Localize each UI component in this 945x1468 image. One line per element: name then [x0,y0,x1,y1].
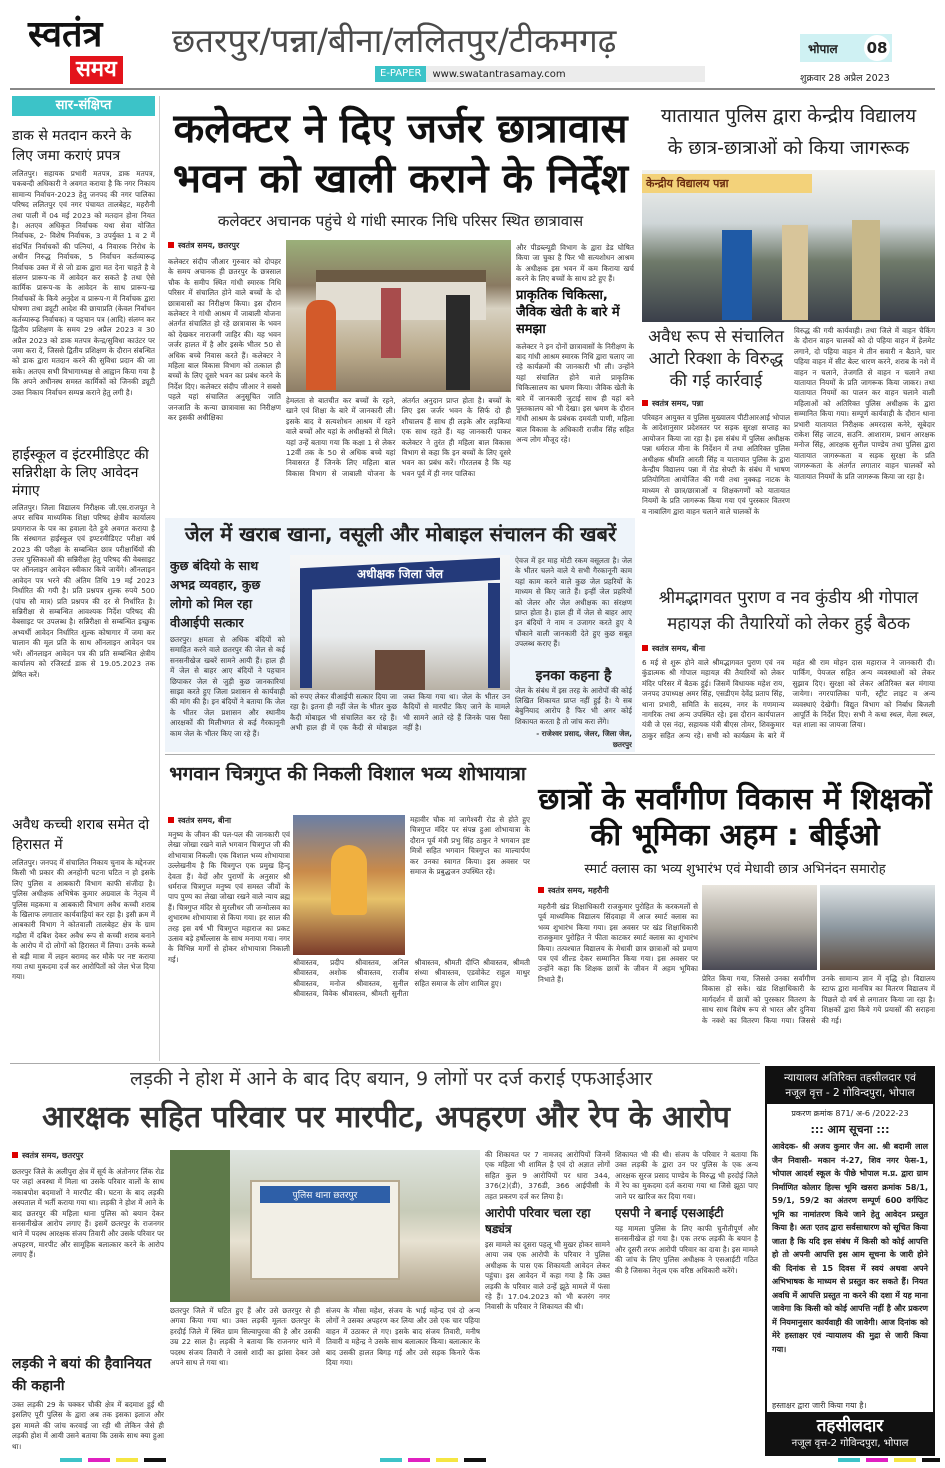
students-photo-2 [820,885,935,970]
traffic-headline-line2: के छात्र-छात्राओं को किया जागरूक [667,137,910,159]
main-col-2: हेमलता से बातचीत कर बच्चों के रहने, खाने एवं शिक्षा के बारे में जानकारी ली। इसके बाद वे सत्यशोधन आश्रम में रहने वाले बच्चों और यहां के अधीक्षकों से मिले। यहां उन्हें बताया गया कि कक्षा 1 से लेकर 12वीं तक के 50 से अधिक बच्चे यहां निवासरत हैं जिनके लिए महिला बाल विकास विभाग से जाबाली योजना के अंतर्गत अनुदान प्राप्त होता है। बच्चों के लिए इस जर्जर भवन के सिर्फ दो ही शौचालय हैं साथ ही लड़के और लड़कियां एक साथ रहते हैं। यह जानकारी पाकर कलेक्टर ने तुरंत ही महिला बाल विकास विभाग से कहा कि इन बच्चों के लिए दूसरे भवन का प्रबंध करें। गौरतलब है कि यह भवन पूर्व में ही नगर पालिका [286,396,511,478]
edition-title: छतरपुर/पन्ना/बीना/ललितपुर/टीकमगढ़ [172,21,617,60]
jail-subhead: कुछ बंदियो के साथ अभद्र व्यवहार, कुछ लोगो को मिल रहा वीआईपी सत्कार [170,558,261,630]
section-rule [10,1063,760,1064]
byline: स्वतंत्र समय, महरौनी [538,885,698,896]
chitragupt-col-3: श्रीवास्तव, प्रदीप श्रीवास्तव, अनिल श्रीवास्तव, अशोक श्रीवास्तव, राजीव श्रीवास्तव, मनोज श्रीवास्तव, सुनील श्रीवास्तव, विवेक श्रीवास्तव, श्रीमती सुनीता श्रीवास्तव, श्रीमती दीप्ति श्रीवास्तव, श्रीमती संध्या श्रीवास्तव, एडवोकेट राहुल माथुर सहित समाज के लोग शामिल हुए। [293,958,530,999]
bhagwat-body: 6 मई से शुरू होने वाले श्रीमद्भागवत पुराण एवं नव कुंडात्मक श्री गोपाल महायज्ञ की तैयारियों को लेकर मंदिर परिसर में बैठक हुई। जिसमें विधायक महेश राय, जनपद उपाध्यक्ष अमर सिंह, एसडीएम देवेंद्र प्रताप सिंह, थाना प्रभारी, समिति के सदस्य, नगर के गणमान्य नागरिक तथा अन्य उपस्थित रहे। इस दौरान कार्यपालन यंत्री जे एस नंदा, सहायक यंत्री बीएस तोमर, शिवकुमार ठाकुर सहित अन्य रहे। सभी को कार्यक्रम के बारे में महंत श्री राम मोहन दास महाराज ने जानकारी दी। पार्किंग, पेयजल सहित अन्य व्यवस्थाओं को लेकर सुझाव दिए। सुरक्षा को लेकर अतिरिक्त बल मंगाया जायेगा। नगरपालिका पानी, स्ट्रीट लाइट व अन्य व्यवस्थाएं देखेगी। विद्युत विभाग को निर्बाध बिजली आपूर्ति के निर्देश दिए। सभी ने कथा स्थल, मेला स्थल, यज्ञ शाला का जायजा लिया। [642,658,935,740]
students-col-2: प्रेरित किया गया, जिससे उनका सर्वांगीण विकास हो सके। खंड शिक्षाधिकारी के मार्गदर्शन में छात्रों को पुरस्कार वितरण के साथ साथ विशेष रूप से भारत और दुनिया के नक्शे का वितरण किया गया। जिससे उनके सामान्य ज्ञान में वृद्धि हो। विद्यालय स्टाफ द्वारा मानचित्र का वितरण विद्यालय में पिछले दो वर्ष से लगातार किया जा रहा है। शिक्षकों द्वारा किये गये प्रयासों की सराहना की गई। [702,974,935,1025]
byline: स्वतंत्र समय, बीना [168,815,290,826]
crime-col-5-group [615,1150,758,1452]
students-headline-line1: छात्रों के सर्वांगीण विकास में शिक्षकों [538,782,932,817]
traffic-headline-line1: यातायात पुलिस द्वारा केन्द्रीय विद्यालय [660,105,917,127]
jail-gate-sign: अधीक्षक जिला जेल [356,567,444,581]
crime-subhead-2: आरोपी परिवार चला रहा षड्यंत्र [485,1206,591,1237]
traffic-col-1: परिवहन आयुक्त व पुलिस मुख्यालय पीटीआरआई भोपाल के आदेशानुसार प्रदेशस्तर पर सड़क सुरक्षा सप्ताह का आयोजन किया जा रहा है। इस संबंध में पुलिस अधीक्षक पन्ना धर्मराज मीना के निर्देशन में तथा अतिरिक्त पुलिस अधीक्षक श्रीमति आरती सिंह व यातायात पुलिस के द्वारा केन्द्रीय विद्यालय पन्ना में रोड सेफ्टी के संबंध में भाषण प्रतियोगिता आयोजित की गयी तथा नुक्कड़ नाटक के माध्यम से छात्र/छात्राओं व शिक्षकगणों को यातायात नियमों के प्रति जागरूक किया गया एवं पुरस्कार वितरण व नाबालिग द्वारा वाहन चलाने वाले चालकों के [642,413,790,516]
logo-top: स्वतंत्र [28,14,103,55]
page-tag [800,34,892,62]
main-subhead-2: प्राकृतिक चिकित्सा, जैविक खेती के बारे में समझा [516,287,620,337]
crime-col-4-group [485,1150,610,1452]
students-headline [535,782,935,854]
chitragupt-left-column [168,815,290,1060]
jail-left-column [170,556,285,750]
chitragupt-col-1: मनुष्य के जीवन की पल-पल की जानकारी एवं लेखा जोखा रखने वाले भगवान चित्रगुप्त जी की शोभायात्रा निकली। एक विशाल भव्य शोभायात्रा उल्लेखनीय है कि चित्रगुप्त एक प्रमुख हिन्दू देवता हैं। वेदों और पुराणों के अनुसार श्री धर्मराज चित्रगुप्त मनुष्य एवं समस्त जीवों के पाप पुण्य का लेखा जोखा रखने वाले न्याय ब्रह्म हैं। चित्रगुप्त मंदिर से मुरलीधर जी जन्मोत्सव का शुभारम्भ शोभायात्रा से किया गया। हर साल की तरह इस वर्ष भी चित्रगुप्त महाराज का प्रकट उत्सव बड़े हर्षोल्लास के साथ मनाया गया। नगर के विभिन्न मार्गों से होकर शोभायात्रा निकाली गई। [168,830,290,964]
crime-subhead-3: एसपी ने बनाई एसआईटी [615,1206,724,1221]
notice-case-number: प्रकरण क्रमांक 871/ अ-6 /2022-23 [791,1109,909,1118]
students-col-1: महरौनी खंड शिक्षाधिकारी राजकुमार पुरोहित के करकमलों से पूर्व माध्यमिक विद्यालय सिंदवाहा में आज स्मार्ट क्लास का भव्य शुभारंभ किया गया। इस अवसर पर खंड शिक्षाधिकारी राजकुमार पुरोहित ने फीता काटकर स्मार्ट क्लास का शुभारंभ किया। तत्पश्चात विद्यालय के मेधावी छात्र छात्राओं को प्रमाण पत्र एवं शील्ड देकर सम्मानित किया गया। इस अवसर पर उन्होंने कहा कि शिक्षक छात्रों के जीवन में अहम भूमिका निभाते हैं। [538,902,698,984]
jail-quote-by: - राजेश्वर प्रसाद, जेलर, जिला जेल, छतरपुर [536,729,632,749]
logo-bottom: समय [70,56,123,84]
crime-col-1b: उक्त लड़की 29 के चक्कर चौकी क्षेत्र में बदमाश हुई थी इसलिए पूरी पुलिस के द्वारा अब तक इसका इलाज और इस मामले की जांच करवाई जा रही थी लेकिन जैसे ही लड़की होश में आयी उसने बताया कि उसके साथ क्या हुआ था। [12,1399,164,1451]
chitragupt-col-2: महावीर चौक मां जागेश्वरी रोड से होते हुए चित्रगुप्त मंदिर पर संपन्न हुआ शोभायात्रा के दौरान पूर्व मंत्री प्रभु सिंह ठाकुर ने भगवान इष्ट मित्रों सहित भगवान चित्रगुप्त का माल्यार्पण कर उनका स्वागत किया। इस अवसर पर समाज के प्रबुद्धजन उपस्थित रहे। [410,815,530,877]
epaper-bar [375,66,705,82]
story-body: ललितपुर। जिला विद्यालय निरीक्षक जी.एस.राजपूत ने अपर सचिव माध्यमिक शिक्षा परिषद क्षेत्रीय कार्यालय प्रयागराज के पत्र का हवाला देते हुये अवगत कराया है कि संस्थागत हाईस्कूल एवं इण्टरमीडिएट परीक्षा वर्ष 2023 की परीक्षा के सम्बन्धित छात्र परीक्षार्थियों की उत्तर पुस्तिकाओं की सन्निरीक्षा हेतु परिषद की वेबसाइट पर ऑनलाइन आवेदन स्वीकार किये जायेंगे। ऑनलाइन आवेदन पत्र भरने की अंतिम तिथि 19 मई 2023 निर्धारित की गयी है। प्रति प्रश्नपत्र शुल्क रुपये 500 (पांच सौ मात्र) प्रति प्रश्नपत्र की दर से निर्धारित है। सन्निरीक्षा से सम्बन्धित आवश्यक निर्देश परिषद की वेबसाइट पर उपलब्ध है। सन्निरीक्षा से सम्बन्धित इच्छुक अभ्यर्थी आवेदन निर्धारित शुल्क कोषागार में जमा कर चालान की मूल प्रति के साथ ऑनलाइन आवेदन पत्र भरें। ऑनलाइन आवेदन पत्र की प्रति सम्बन्धित क्षेत्रीय कार्यालय को रजिस्टर्ड डाक से 19.05.2023 तक प्रेषित करें। [12,503,155,679]
jail-col-3: ऐवज में हर माह मोटी रकम वसूलता है। जेल के भीतर चलने वाले ये सभी गैरकानूनी काम यहां काम करने वाले कुछ जेल प्रहरियों के माध्यम से किए जाते हैं। इन्हीं जेल प्रहरियों को जेलर और जेल अधीक्षक का संरक्षण प्राप्त होता है। हाल ही में जेल से बाहर आए इन बंदियों ने नाम न उजागर करते हुए ये चौंकाने वाली जानकारी देते हुए कुछ सबूत उपलब्ध कराए हैं। [515,556,632,649]
crime-col-5b: यह मामला पुलिस के लिए काफी चुनौतीपूर्ण और सनसनीखेज हो गया है। एक तरफ लड़की के बयान है और दूसरी तरफ आरोपी परिवार का दावा है। इस मामले की जांच के लिए पुलिस अधीक्षक ने एसआईटी गठित की है जिसका नेतृत्व एक वरिष्ठ अधिकारी करेंगे। [615,1224,758,1275]
issue-date: शुक्रवार 28 अप्रैल 2023 [800,73,890,84]
website-link[interactable]: www.swatantrasamay.com [432,68,566,80]
traffic-left-column [642,326,790,540]
main-headline-line1: कलेक्टर ने दिए जर्जर छात्रावास [173,106,628,152]
bhagwat-headline: श्रीमद्भागवत पुराण व नव कुंडीय श्री गोपाल महायज्ञ की तैयारियों को लेकर हुई बैठक [658,588,919,634]
story-headline: हाईस्कूल व इंटरमीडिएट की सन्निरीक्षा के लिए आवेदन मंगाए [12,447,149,499]
jail-subhead-2: इनका कहना है [535,667,612,684]
color-registration-marks [0,1458,945,1464]
left-column [12,96,160,1061]
main-headline [168,104,633,204]
jail-right-column [515,556,632,750]
notice-office-line1: न्यायालय अतिरिक्त तहसीलदार एवं [783,1072,917,1084]
crime-col-1: छतरपुर जिले के अलीपुरा क्षेत्र में सूर्य के अंतोनगर लिंक रोड पर जहां अवस्था में मिला था उसके परिवार वालों के साथ नकाबपोश बदमाशों ने मारपीट की। घटना के बाद लड़की अस्पताल में भर्ती कराया गया था। लड़की ने होश में आने के बाद छतरपुर की महिला थाना पुलिस को बयान देकर सनसनीखेज आरोप लगाए हैं। इसमें छतरपुर के राजनगर थाने में पदस्थ आरक्षक संजय तिवारी और उसके परिवार पर अपहरण, मारपीट और सामूहिक बलात्कार करने के आरोप लगाए हैं। [12,1167,164,1260]
crime-col-3: संजय के मौसा महेश, संजय के भाई महेन्द्र एवं दो अन्य लोगों ने उसका अपहरण कर लिया और उसे एक चार पहिया वाहन में उठाकर ले गए। इसके बाद संजय तिवारी, मनीष तिवारी व महेन्द्र ने उसके साथ बलात्कार किया। बलात्कार के बाद उसकी हालत बिगड़ गई और उसे सड़क किनारे फेंक दिया गया। [326,1306,480,1368]
crime-left-column [12,1150,164,1452]
jail-col-1: छतरपुर। क्षमता से अधिक बंदियों को समाहित करने वाले छतरपुर की जेल से कई सनसनीखेज खबरें सामने आयी हैं। हाल ही में जेल से बाहर आए बंदियों ने पहचान छिपाकर जेल से जुड़ी कुछ जानकारियां साझा करते हुए जिला प्रशासन से कार्यवाही की मांग की है। इन बंदियों ने बताया कि जेल के भीतर जेल प्रशासन और स्थानीय आरक्षकों की मिलीभगत से कई गैरकानूनी काम जेल के भीतर किए जा रहे हैं। [170,635,285,738]
story-headline: अवैध कच्ची शराब समेत दो हिरासत में [12,817,150,853]
header-rule [10,88,935,90]
chitragupt-idol-photo [293,815,405,955]
notice-office [767,1068,933,1104]
notice-body: आवेदक- श्री अजय कुमार जैन आ. श्री बदामी लाल जैन निवासी- मकान नं-27, शिव नगर फेस-1, भोपाल आदर्श स्कूल के पीछे भोपाल म.प्र. द्वारा ग्राम निर्माणित कोलार हिल्स भूमि खसरा क्रमांक 58/1, 59/1, 59/2 का अंतरण सम्पूर्ण 600 वर्गफिट भूमि का नामांतरण किये जाने हेतु आवेदन प्रस्तुत किया है। अतः एतद द्वारा सर्वसाधारण को सूचित किया जाता है कि यदि इस संबंध में किसी को कोई आपत्ति हो तो अपनी आपत्ति इस आम सूचना के जारी होने की दिनांक से 15 दिवस में स्वयं अथवा अपने अभिभाषक के माध्यम से प्रस्तुत कर सकते हैं। नियत अवधि में आपत्ति प्रस्तुत ना करने की दशा में यह माना जावेगा कि किसी को कोई आपत्ति नहीं है और प्रकरण में नियमानुसार कार्यवाही की जावेगी। आज दिनांक को मेरे हस्ताक्षर एवं न्यायालय की मुद्रा से जारी किया गया। [772,1142,928,1354]
students-photo-1 [702,885,817,970]
collector-photo [286,240,511,392]
byline: स्वतंत्र समय, पन्ना [642,398,790,409]
crime-subhead-1: लड़की ने बयां की हैवानियत की कहानी [12,1355,152,1394]
public-notice [765,1066,935,1456]
notice-sign-off: हस्ताक्षर द्वारा जारी किया गया है। [772,1401,867,1410]
byline: स्वतंत्र समय, छतरपुर [12,1150,164,1161]
epaper-label: E-PAPER [375,66,426,82]
school-event-photo [642,170,935,322]
bhagwat-story [642,585,935,750]
crime-kicker: लड़की ने होश में आने के बाद दिए बयान, 9 लोगों पर दर्ज कराई एफआईआर [130,1068,653,1090]
jail-gate-photo [290,555,510,690]
byline: स्वतंत्र समय, बीना [642,643,935,654]
traffic-subhead: अवैध रूप से संचालित आटो रिक्शा के विरुद्ध की गई कार्रवाई [648,327,784,391]
notice-footer-title: तहसीलदार [816,1416,884,1436]
main-col-1: कलेक्टर संदीप जीआर गुरुवार को दोपहर के समय अचानक ही छतरपुर के छत्रसाल चौक के समीप स्थित गांधी स्मारक निधि परिसर में संचालित होने वाले बच्चों के दो छात्रावासों का निरीक्षण किया। इस दौरान कलेक्टर ने गांधी आश्रम में जाबाली योजना अंतर्गत संचालित हो रहे छात्रावास के भवन को देखकर नाराजगी जाहिर की। यह भवन जर्जर हालत में है और इसके भीतर 50 से अधिक बच्चे निवास करते हैं। कलेक्टर ने महिला बाल विकास विभाग को तत्काल ही बच्चों के लिए दूसरे भवन का प्रबंध करने के निर्देश दिए। कलेक्टर संदीप जीआर ने सबसे पहले यहां संचालित अनुसूचित जाति जनजाति के कन्या छात्रावास का निरीक्षण कर इसकी अधीक्षिका [168,257,281,423]
page-number: 08 [864,35,890,61]
main-subhead: कलेक्टर अचानक पहुंचे थे गांधी स्मारक निधि परिसर स्थित छात्रावास [217,212,584,230]
jail-quote: जेल के संबंध में इस तरह के आरोपों की कोई लिखित शिकायत प्राप्त नहीं हुई है। ये सब बेबुनियाद आरोप है फिर भी अगर कोई शिकायत करता है तो जांच करा लेंगे। [515,685,632,726]
byline: स्वतंत्र समय, छतरपुर [168,240,281,251]
police-station-sign: पुलिस थाना छतरपुर [260,1186,390,1203]
crime-col-5: शिकायत भी की थी। संजय के परिवार ने बताया कि उक्त लड़की के द्वारा उन पर पुलिस के एक अन्य आरक्षक सुरज प्रसाद पाण्डेय के विरुद्ध भी हरदोई जिले में रेप का मुकदमा दर्ज कराया गया था जिसे झूठा पाए जाने पर खारिज कर दिया गया। [615,1150,758,1201]
main-right-column [516,243,634,510]
jail-headline: जेल में खराब खाना, वसूली और मोबाइल संचालन की खबरें [184,522,617,546]
notice-footer [767,1412,933,1454]
story-body: ललितपुर। सहायक प्रभारी मतपत्र, डाक मतपत्र, चकबन्दी अधिकारी ने अवगत कराया है कि नगर निकाय सामान्य निर्वाचन-2023 हेतु जनपद की नगर पालिका परिषद ललितपुर एवं नगर पंचायत तालबेहट, महरौनी तथा पाली में 04 मई 2023 को मतदान होना नियत है। अतएव अधिकृत निर्वाचक यथा सेवा योजित निर्वाचक, 2- विशेष निर्वाचक, 3 उपर्युक्त 1 व 2 में संदर्भित निर्वाचकों की पत्नियां, 4 निवारक निरोध के अधीन निरुद्ध निर्वाचक, 5 निर्वाचन कर्तव्यारूढ़ निर्वाचक उक्त में से जो डाक द्वारा मत देना चाहते है वे संलग्न प्रारूप-क में आवेदन कर सकते है तथा ऐसे कार्मिक प्रारूप-क के आवेदन के साथ प्रारूप-ख निर्वाचकों के किये अनुदेश व प्रारूप-ग में निर्वाचक द्वारा घोषणा तथा ड्यूटी आदेश की छायाप्रति (केवल निर्वाचन कर्तव्यारूढ़ निर्वाचक) व पहचान पत्र (आदि) संलग्न कर द्वितीय प्रशिक्षण के समय 29 अप्रैल 2023 व 30 अप्रैल 2023 को डाक मतपत्र केन्द्र/सुविधा काउंटर पर जमा करा दें, जिससे द्वितीय प्रशिक्षण के दौरान संबन्धित को डाक द्वारा मतदान करने की सुविधा प्रदान की जा सके। अतएव सभी विभागाध्यक्ष से आह्वान किया गया है कि अपने अधीनस्थ समस्त कार्मिकों को जिनकी ड्यूटी उक्त निकाय निर्वाचन सम्पन्न कराने हेतु लगी है। [12,169,155,397]
story-body: ललितपुर। जनपद में संचालित निकाय चुनाव के मद्देनजर किसी भी प्रकार की अनहोनी घटना घटित न हो इसके लिए पुलिस व आबकारी विभाग काफी संजीदा है। पुलिस अधीक्षक अभिषेक कुमार अग्रवाल के नेतृत्व में पुलिस महकमा व आबकारी विभाग अवैध कच्ची शराब के खिलाफ लगातार कार्यवाहियां कर रहा है। इसी क्रम में आबकारी विभाग ने कोतवाली तालबेहट क्षेत्र के ग्राम गढ़ौरा में दबिश देकर अवैध रूप से कच्ची शराब बनाने के आरोप में दो लोगों को हिरासत में लिया। उनके कब्जे से बड़ी मात्रा में लहन बरामद कर मौके पर नष्ट कराया गया तथा मुकदमा दर्ज कर आरोपितों को जेल भेज दिया गया। [12,858,155,982]
students-subhead: स्मार्ट क्लास का भव्य शुभारंभ एवं मेधावी छात्र अभिनंदन समारोह [584,862,886,877]
main-col-3: और पीडब्ल्यूडी विभाग के द्वारा डेड घोषित किया जा चुका है फिर भी सत्यशोधन आश्रम के अधीक्षक इस भवन में कम किराया खर्च करने के लिए बच्चों के साथ डटे हुए हैं। [516,243,634,284]
section-label: सार-संक्षिप्त [12,96,155,116]
main-col-4: कलेक्टर ने इन दोनों छात्रावासों के निरीक्षण के बाद गांधी आश्रम स्मारक निधि द्वारा चलाए जा रहे कार्यक्रमों की जानकारी भी ली। उन्होंने यहां संचालित होने वाले प्राकृतिक चिकित्सालय का भ्रमण किया। जैविक खेती के बारे में जानकारी जुटाई साथ ही यहां बने पुस्तकालय को भी देखा। इस भ्रमण के दौरान गांधी आश्रम के प्रबंधक दमयंती पाणी, महिला बाल विकास के अधिकारी राजीव सिंह सहित अन्य लोग मौजूद रहे। [516,341,634,445]
story-headline: डाक से मतदान करने के लिए जमा कराएं प्रपत्र [12,128,132,164]
section-rule [165,754,935,755]
crime-col-2: छतरपुर जिले में घटित हुए हैं और उसे छतरपुर से ही अगवा किया गया था। उक्त लड़की मूलतः छतरपुर के हरदौई जिले में स्थित ग्राम सिल्वापुरवा की है और उसकी उम्र 22 साल है। लड़की ने बताया कि राजनगर थाने में पदस्थ संजय तिवारी ने उससे शादी का झांसा देकर उसे अपने साथ ले गया था। [170,1306,320,1368]
students-headline-line2: की भूमिका अहम : बीईओ [590,818,880,853]
chitragupt-headline: भगवान चित्रगुप्त की निकली विशाल भव्य शोभायात्रा [169,763,526,785]
students-left-column [538,885,698,1060]
notice-footer-sub: नजूल वृत्त-2 गोविन्दपुरा, भोपाल [791,1438,909,1449]
masthead-logo [28,16,148,84]
main-headline-line2: भवन को खाली कराने के निर्देश [172,156,629,202]
main-left-column [168,240,281,510]
traffic-col-2: विरुद्ध की गयी कार्यवाही। तथा जिले में वाहन चैकिंग के दौरान वाहन चालकों को दो पहिया वाहन में हेलमेट लगाने, दो पहिया वाहन मे तीन सवारी न बैठाने, चार पहिया वाहन में सीट बेल्ट धारण करने, शराब के नशे में वाहन न चलाने, तेजगति से वाहन न चलाने तथा यातायात नियमों के प्रति जागरूक किया जाकर। तथा यातायात नियमों का पालन कर वाहन चलाने वाली महिलाओं को अतिरिक्त पुलिस अधीक्षक के द्वारा सम्मानित किया गया। सम्पूर्ण कार्यवाही के दौरान थाना प्रभारी यातायात निरीक्षक अमरदास कनेरे, सूबेदार राकेश सिंह जाटव, सउनि. आशाराम, प्रधान आरक्षक मनोज सिंह, आरक्षक सुनील पाण्डेय तथा पुलिस द्वारा यातायात जागरूकता व सड़क सुरक्षा के प्रति जागरूकता के अंतर्गत लगातार वाहन चालकों को यातायात नियमों के प्रति जागरूक किया जा रहा है। [794,326,935,481]
city-label: भोपाल [808,41,838,56]
notice-title: ::: आम सूचना ::: [810,1123,890,1136]
crime-headline: आरक्षक सहित परिवार पर मारपीट, अपहरण और रेप के आरोप [42,1100,730,1135]
crime-col-4b: इस मामले का दूसरा पहलू भी मुखर होकर सामने आया जब एक आरोपी के परिवार ने पुलिस अधीक्षक के पास एक शिकायती आवेदन लेकर पहुंचा। इस आवेदन में कहा गया है कि उक्त लड़की के परिवार वाले उन्हें झूठे मामले में फंसा रहे हैं। 17.04.2023 को भी बजरंग नगर निवासी के परिवार ने शिकायत की थी। [485,1240,610,1312]
crime-col-4: की शिकायत पर 7 नामजद आरोपियों जिनमें एक महिला भी शामिल है एवं दो अज्ञात लोगों सहित कुल 9 आरोपियों पर धारा 344, 376(2)(डी), 376डी, 366 आईपीसी के तहत प्रकरण दर्ज कर लिया है। [485,1150,610,1201]
notice-office-line2: नजूल वृत्त - 2 गोविन्दपुरा, भोपाल [785,1087,915,1099]
jail-col-2: को रुपए लेकर वीआईपी सत्कार दिया जा रहा है। इतना ही नहीं जेल के भीतर कुछ कैदी मोबाइल भी संचालित कर रहे हैं। अभी हाल ही में एक कैदी से मोबाइल जब्त किया गया था। जेल के भीतर उन कैदियों से मारपीट किए जाने के मामले भी सामने आते रहे हैं जिनके पास पैसा नहीं है। [290,692,510,733]
traffic-headline [642,100,935,164]
police-station-photo [170,1150,480,1302]
school-banner: केन्द्रीय विद्यालय पन्ना [642,174,812,193]
